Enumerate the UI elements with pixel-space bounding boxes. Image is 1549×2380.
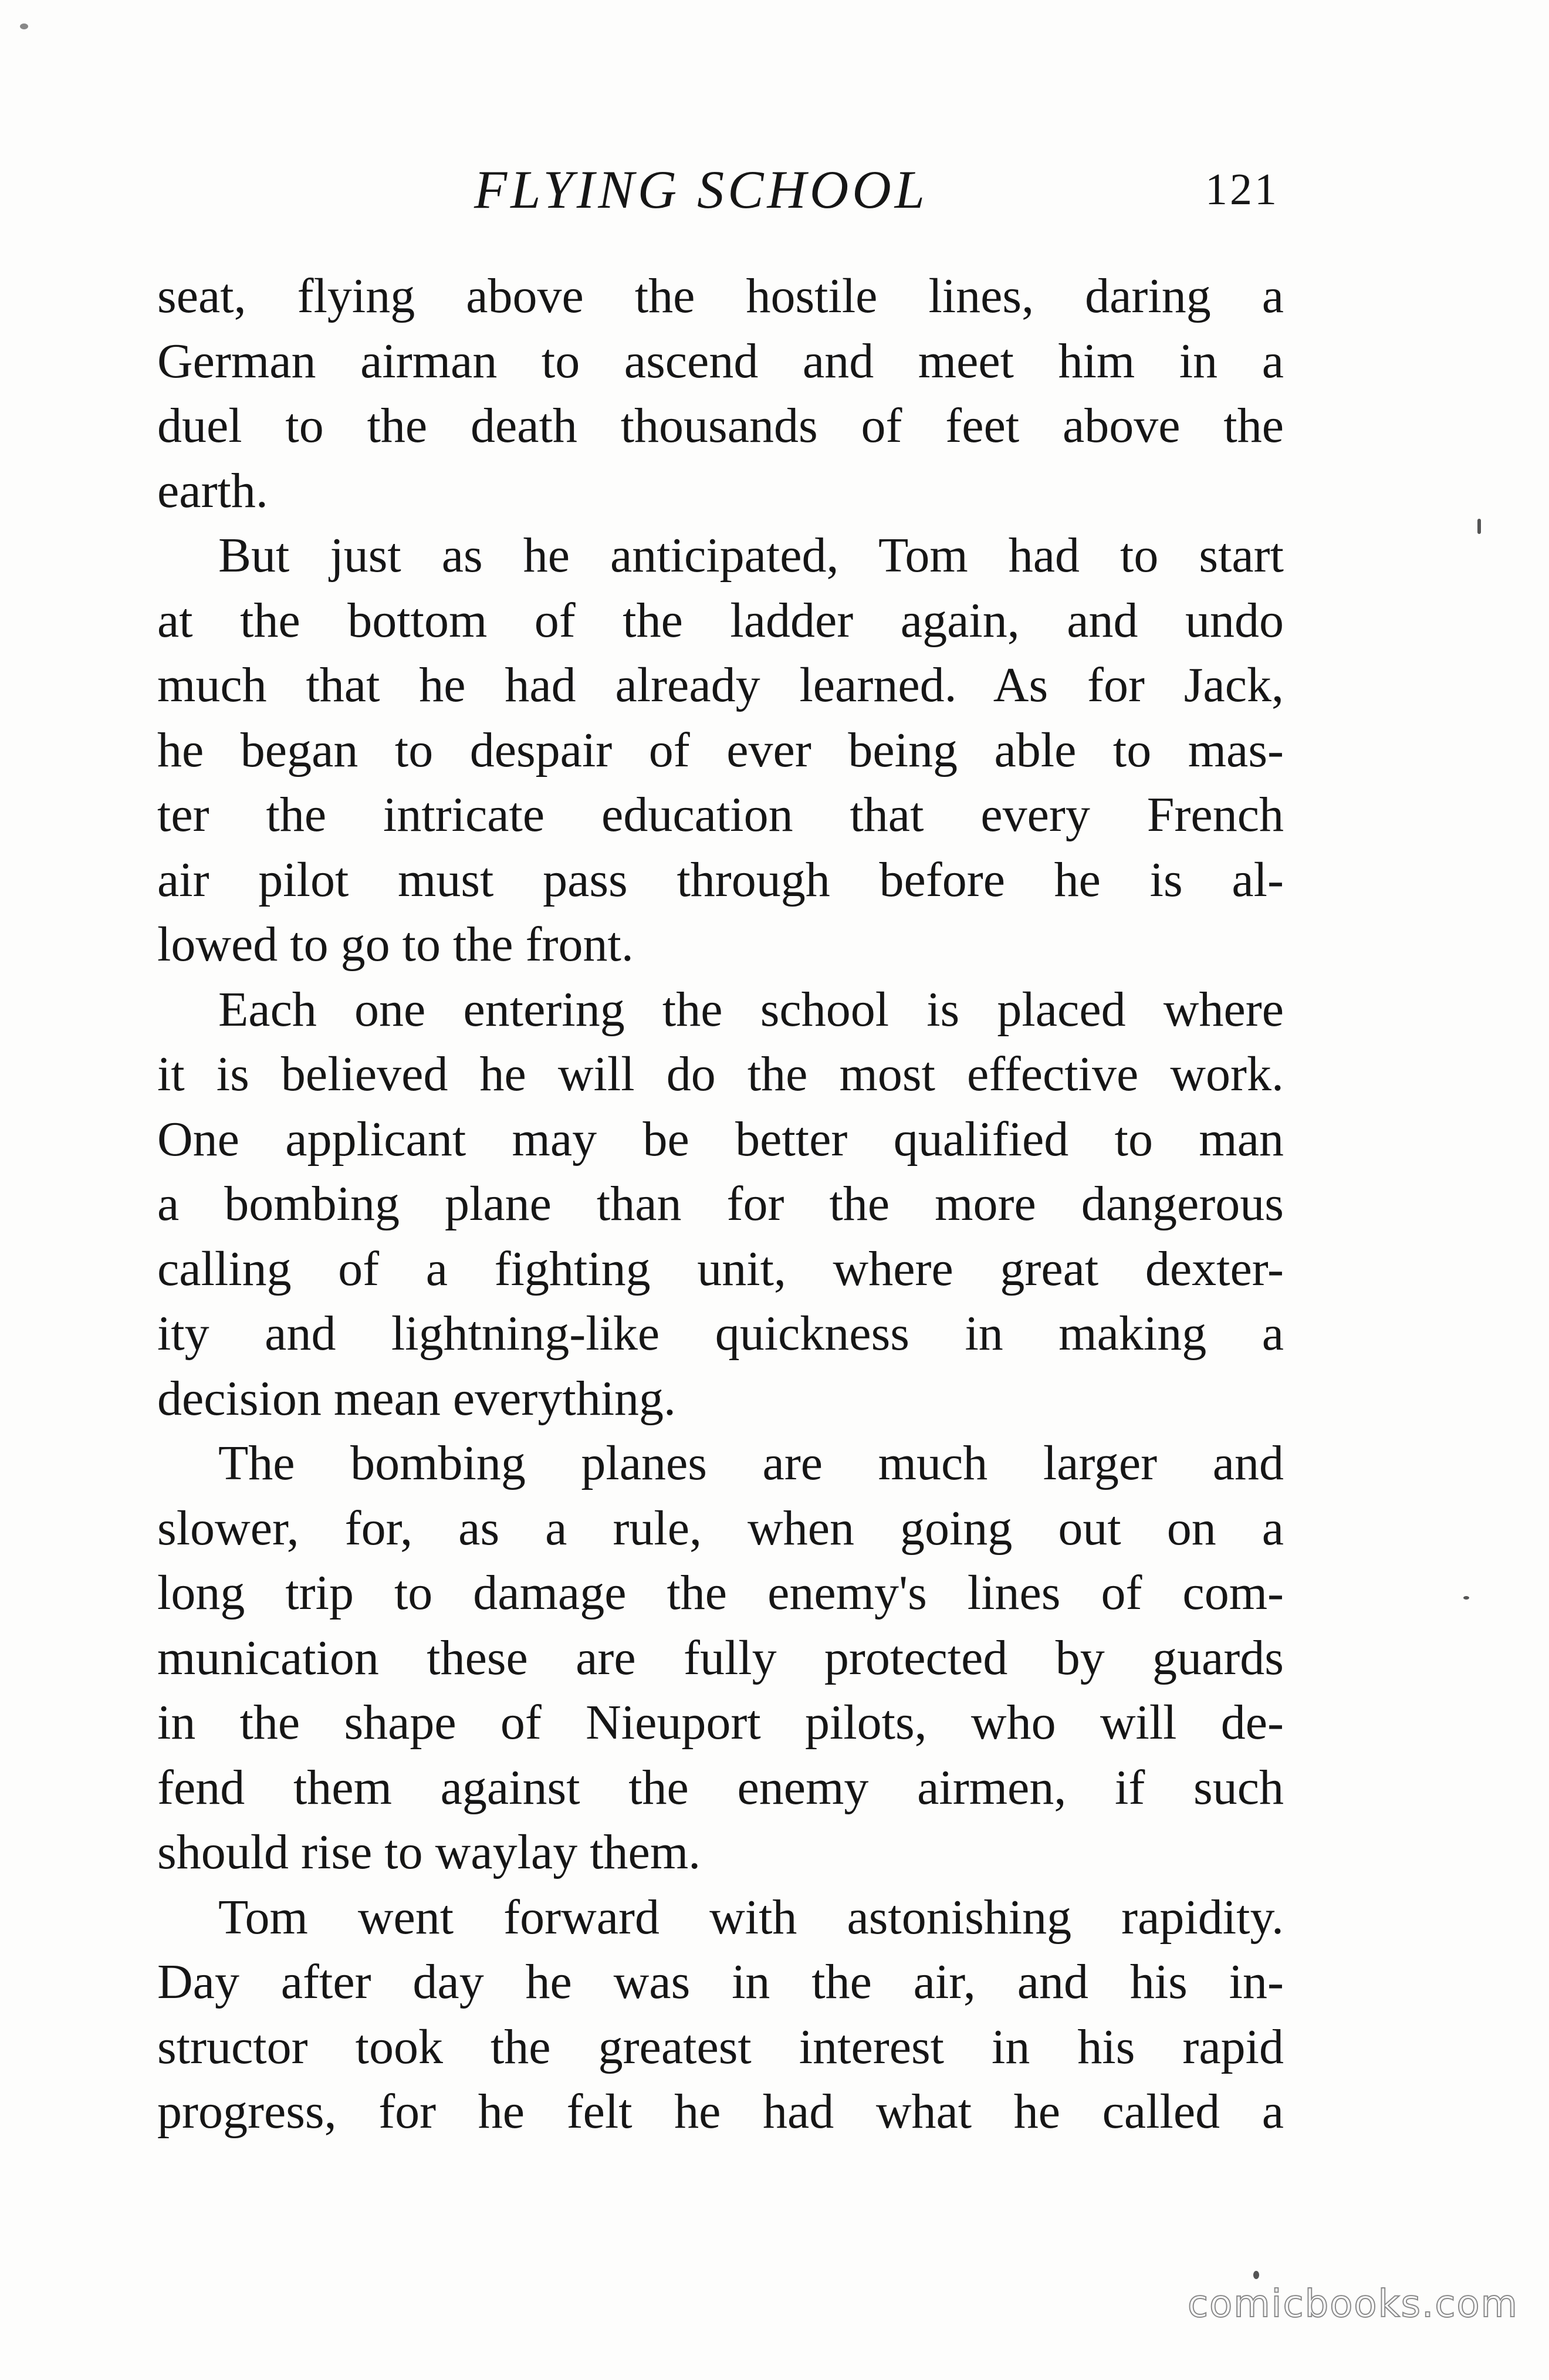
page-number: 121 <box>1205 165 1279 214</box>
text-line: a bombing plane than for the more dangerous <box>157 1177 1284 1231</box>
text-line: should rise to waylay them. <box>157 1825 701 1879</box>
scan-speck <box>1463 1596 1469 1600</box>
text-line: Each one entering the school is placed where <box>218 982 1284 1037</box>
text-line: at the bottom of the ladder again, and undo <box>157 593 1284 648</box>
body-text <box>157 264 1284 2145</box>
text-line: Day after day he was in the air, and his in- <box>157 1955 1284 2009</box>
text-line: But just as he anticipated, Tom had to start <box>218 528 1284 583</box>
text-line: he began to despair of ever being able to mas- <box>157 722 1284 777</box>
text-line: lowed to go to the front. <box>157 917 634 972</box>
text-line: in the shape of Nieuport pilots, who will de- <box>157 1695 1284 1750</box>
text-line: it is believed he will do the most effective work. <box>157 1047 1284 1101</box>
text-line: structor took the greatest interest in his rapid <box>157 2019 1284 2074</box>
text-line: decision mean everything. <box>157 1371 677 1426</box>
text-line: ter the intricate education that every French <box>157 787 1284 842</box>
text-line: munication these are fully protected by guards <box>157 1630 1284 1685</box>
text-line: ity and lightning-like quickness in making a <box>157 1306 1284 1361</box>
text-line: The bombing planes are much larger and <box>218 1436 1284 1490</box>
text-line: duel to the death thousands of feet above the <box>157 398 1284 453</box>
text-line: long trip to damage the enemy's lines of com- <box>157 1566 1284 1620</box>
text-line: German airman to ascend and meet him in a <box>157 333 1284 388</box>
text-line: seat, flying above the hostile lines, daring a <box>157 269 1284 323</box>
scan-speck <box>1477 519 1481 534</box>
watermark-text: comicbooks.com <box>1187 2283 1518 2326</box>
scan-speck <box>1253 2271 1259 2279</box>
page-header <box>157 157 1279 222</box>
running-head: FLYING SCHOOL <box>474 160 928 219</box>
text-line: progress, for he felt he had what he called a <box>157 2084 1284 2139</box>
text-line: Tom went forward with astonishing rapidity. <box>218 1889 1284 1945</box>
scan-speck <box>20 23 28 29</box>
text-line: earth. <box>157 463 268 518</box>
text-line: air pilot must pass through before he is al- <box>157 852 1284 907</box>
text-line: slower, for, as a rule, when going out on a <box>157 1500 1284 1556</box>
text-line: much that he had already learned. As for Jack, <box>157 658 1284 712</box>
text-line: calling of a fighting unit, where great dexter- <box>157 1241 1284 1296</box>
text-line: One applicant may be better qualified to man <box>157 1111 1284 1167</box>
text-line: fend them against the enemy airmen, if such <box>157 1760 1284 1815</box>
